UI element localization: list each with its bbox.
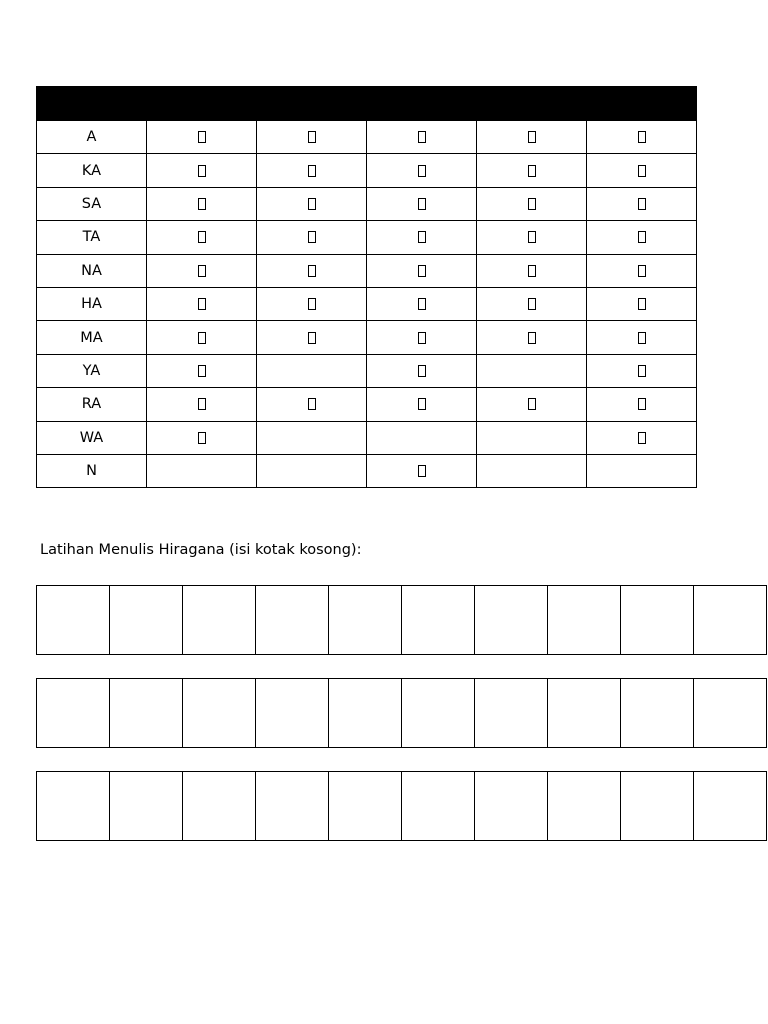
missing-glyph-icon (308, 198, 316, 210)
chart-row-label: MA (37, 321, 147, 354)
chart-cell (587, 354, 697, 387)
practice-caption: Latihan Menulis Hiragana (isi kotak kosong): (40, 542, 362, 558)
chart-cell (477, 254, 587, 287)
chart-row-label: TA (37, 221, 147, 254)
chart-row-ra (37, 388, 697, 421)
practice-box[interactable] (110, 679, 183, 748)
practice-box[interactable] (256, 772, 329, 841)
missing-glyph-icon (638, 131, 646, 143)
missing-glyph-icon (198, 198, 206, 210)
missing-glyph-icon (528, 165, 536, 177)
missing-glyph-icon (638, 432, 646, 444)
practice-box[interactable] (183, 679, 256, 748)
chart-cell (257, 287, 367, 320)
chart-row-label: NA (37, 254, 147, 287)
missing-glyph-icon (418, 231, 426, 243)
practice-box[interactable] (402, 679, 475, 748)
chart-cell (257, 321, 367, 354)
chart-cell (477, 187, 587, 220)
missing-glyph-icon (198, 398, 206, 410)
chart-row-ta (37, 221, 697, 254)
chart-cell (367, 287, 477, 320)
practice-row (36, 585, 767, 655)
chart-row-n (37, 454, 697, 487)
chart-row-ka (37, 154, 697, 187)
practice-box[interactable] (110, 586, 183, 655)
chart-cell (587, 187, 697, 220)
practice-box[interactable] (329, 772, 402, 841)
chart-cell (477, 154, 587, 187)
chart-cell (367, 388, 477, 421)
missing-glyph-icon (638, 231, 646, 243)
chart-cell (587, 321, 697, 354)
chart-cell (477, 454, 587, 487)
missing-glyph-icon (418, 131, 426, 143)
practice-row (36, 771, 767, 841)
practice-box[interactable] (475, 586, 548, 655)
chart-header-cell (257, 87, 367, 121)
chart-body (37, 121, 697, 488)
missing-glyph-icon (308, 332, 316, 344)
chart-cell (367, 354, 477, 387)
chart-cell (367, 321, 477, 354)
missing-glyph-icon (528, 131, 536, 143)
missing-glyph-icon (198, 265, 206, 277)
chart-cell (587, 121, 697, 154)
missing-glyph-icon (638, 298, 646, 310)
chart-row-label: SA (37, 187, 147, 220)
chart-header-cell (477, 87, 587, 121)
chart-cell (477, 121, 587, 154)
missing-glyph-icon (638, 365, 646, 377)
missing-glyph-icon (638, 265, 646, 277)
practice-box[interactable] (256, 679, 329, 748)
chart-cell (147, 154, 257, 187)
missing-glyph-icon (528, 332, 536, 344)
chart-row-ha (37, 287, 697, 320)
chart-cell (147, 421, 257, 454)
missing-glyph-icon (638, 198, 646, 210)
practice-box[interactable] (548, 772, 621, 841)
missing-glyph-icon (308, 398, 316, 410)
practice-box[interactable] (694, 586, 767, 655)
missing-glyph-icon (418, 332, 426, 344)
chart-cell (477, 321, 587, 354)
practice-box[interactable] (37, 679, 110, 748)
chart-cell (147, 187, 257, 220)
practice-box[interactable] (183, 772, 256, 841)
missing-glyph-icon (308, 131, 316, 143)
chart-cell (257, 254, 367, 287)
chart-cell (147, 354, 257, 387)
chart-cell (147, 221, 257, 254)
missing-glyph-icon (638, 165, 646, 177)
missing-glyph-icon (418, 465, 426, 477)
missing-glyph-icon (198, 231, 206, 243)
missing-glyph-icon (198, 432, 206, 444)
missing-glyph-icon (418, 165, 426, 177)
chart-cell (587, 221, 697, 254)
chart-row-ma (37, 321, 697, 354)
chart-row-a (37, 121, 697, 154)
practice-box[interactable] (548, 679, 621, 748)
chart-cell (477, 421, 587, 454)
chart-cell (587, 454, 697, 487)
chart-cell (147, 388, 257, 421)
chart-cell (477, 287, 587, 320)
chart-cell (147, 121, 257, 154)
practice-box[interactable] (329, 586, 402, 655)
chart-row-label: YA (37, 354, 147, 387)
chart-header-cell (587, 87, 697, 121)
practice-box[interactable] (402, 586, 475, 655)
chart-cell (257, 154, 367, 187)
chart-cell (367, 454, 477, 487)
missing-glyph-icon (638, 398, 646, 410)
chart-row-na (37, 254, 697, 287)
chart-cell (257, 354, 367, 387)
chart-row-label: HA (37, 287, 147, 320)
chart-cell (147, 254, 257, 287)
practice-box[interactable] (475, 772, 548, 841)
practice-box[interactable] (621, 772, 694, 841)
chart-cell (587, 254, 697, 287)
missing-glyph-icon (418, 298, 426, 310)
chart-cell (147, 454, 257, 487)
missing-glyph-icon (308, 231, 316, 243)
practice-box[interactable] (329, 679, 402, 748)
chart-cell (367, 154, 477, 187)
missing-glyph-icon (528, 231, 536, 243)
missing-glyph-icon (418, 198, 426, 210)
chart-row-label: WA (37, 421, 147, 454)
missing-glyph-icon (308, 165, 316, 177)
practice-box[interactable] (621, 586, 694, 655)
chart-cell (257, 121, 367, 154)
chart-header-row (37, 87, 697, 121)
chart-row-label: A (37, 121, 147, 154)
chart-cell (367, 421, 477, 454)
chart-cell (587, 388, 697, 421)
practice-box[interactable] (37, 772, 110, 841)
chart-cell (257, 221, 367, 254)
chart-row-wa (37, 421, 697, 454)
missing-glyph-icon (418, 265, 426, 277)
chart-cell (587, 421, 697, 454)
chart-header-cell (37, 87, 147, 121)
chart-row-label: N (37, 454, 147, 487)
chart-cell (367, 221, 477, 254)
missing-glyph-icon (198, 332, 206, 344)
practice-box[interactable] (183, 586, 256, 655)
hiragana-chart (36, 86, 697, 488)
chart-row-ya (37, 354, 697, 387)
practice-box[interactable] (37, 586, 110, 655)
missing-glyph-icon (528, 398, 536, 410)
chart-cell (257, 388, 367, 421)
chart-cell (257, 421, 367, 454)
practice-box[interactable] (256, 586, 329, 655)
practice-box[interactable] (621, 679, 694, 748)
missing-glyph-icon (528, 298, 536, 310)
missing-glyph-icon (638, 332, 646, 344)
chart-header-cell (367, 87, 477, 121)
missing-glyph-icon (418, 398, 426, 410)
missing-glyph-icon (198, 298, 206, 310)
chart-cell (587, 154, 697, 187)
practice-box[interactable] (110, 772, 183, 841)
chart-cell (477, 221, 587, 254)
missing-glyph-icon (528, 198, 536, 210)
missing-glyph-icon (308, 298, 316, 310)
chart-header-cell (147, 87, 257, 121)
chart-cell (477, 354, 587, 387)
practice-box[interactable] (402, 772, 475, 841)
missing-glyph-icon (418, 365, 426, 377)
chart-cell (147, 287, 257, 320)
practice-row (36, 678, 767, 748)
chart-cell (477, 388, 587, 421)
missing-glyph-icon (198, 365, 206, 377)
chart-row-label: KA (37, 154, 147, 187)
practice-box[interactable] (475, 679, 548, 748)
chart-row-label: RA (37, 388, 147, 421)
chart-cell (147, 321, 257, 354)
practice-box[interactable] (694, 679, 767, 748)
practice-box[interactable] (548, 586, 621, 655)
missing-glyph-icon (198, 131, 206, 143)
missing-glyph-icon (308, 265, 316, 277)
missing-glyph-icon (528, 265, 536, 277)
missing-glyph-icon (198, 165, 206, 177)
chart-cell (257, 454, 367, 487)
chart-cell (257, 187, 367, 220)
chart-cell (367, 121, 477, 154)
chart-cell (367, 187, 477, 220)
chart-cell (367, 254, 477, 287)
practice-box[interactable] (694, 772, 767, 841)
chart-cell (587, 287, 697, 320)
chart-row-sa (37, 187, 697, 220)
